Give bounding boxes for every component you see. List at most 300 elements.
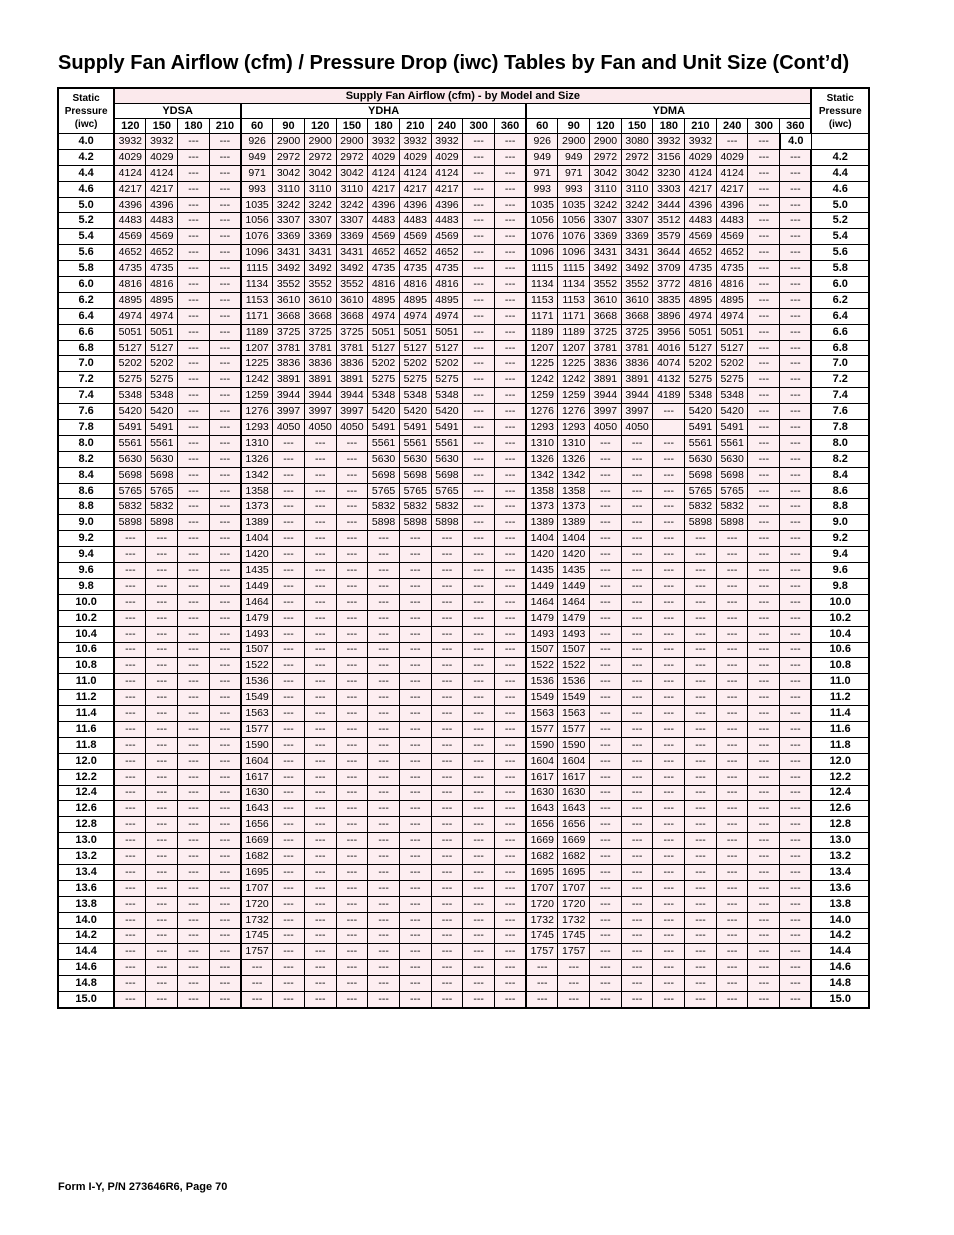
airflow-cell: --- bbox=[178, 292, 210, 308]
airflow-cell: --- bbox=[336, 864, 368, 880]
airflow-cell: 3579 bbox=[653, 229, 685, 245]
airflow-cell: --- bbox=[463, 372, 495, 388]
airflow-cell: 1153 bbox=[526, 292, 558, 308]
airflow-cell: 5698 bbox=[399, 467, 431, 483]
airflow-cell: --- bbox=[336, 801, 368, 817]
airflow-cell: --- bbox=[685, 833, 717, 849]
airflow-cell: 3772 bbox=[653, 277, 685, 293]
airflow-cell: --- bbox=[621, 531, 653, 547]
airflow-cell: 5420 bbox=[146, 404, 178, 420]
airflow-cell: --- bbox=[621, 658, 653, 674]
airflow-cell: --- bbox=[685, 976, 717, 992]
airflow-cell: --- bbox=[368, 817, 400, 833]
airflow-cell: 4124 bbox=[716, 165, 748, 181]
airflow-cell: 3307 bbox=[336, 213, 368, 229]
airflow-cell: 1276 bbox=[558, 404, 590, 420]
airflow-cell: --- bbox=[209, 706, 241, 722]
airflow-cell bbox=[653, 420, 685, 436]
airflow-cell: --- bbox=[368, 880, 400, 896]
airflow-cell: --- bbox=[209, 356, 241, 372]
airflow-cell: 1096 bbox=[558, 245, 590, 261]
airflow-cell: --- bbox=[780, 213, 812, 229]
airflow-cell: --- bbox=[463, 706, 495, 722]
airflow-cell: --- bbox=[780, 308, 812, 324]
airflow-cell: 1293 bbox=[526, 420, 558, 436]
airflow-cell: 1493 bbox=[241, 626, 273, 642]
airflow-cell: --- bbox=[685, 721, 717, 737]
airflow-cell: --- bbox=[273, 992, 305, 1008]
airflow-cell: --- bbox=[716, 578, 748, 594]
pressure-cell: 9.2 bbox=[58, 531, 114, 547]
airflow-cell: --- bbox=[780, 181, 812, 197]
airflow-cell: --- bbox=[178, 356, 210, 372]
size-header-ydsa-150: 150 bbox=[146, 119, 178, 134]
airflow-cell: 5561 bbox=[399, 435, 431, 451]
pressure-cell: 13.8 bbox=[58, 896, 114, 912]
airflow-cell: --- bbox=[146, 785, 178, 801]
table-row bbox=[58, 578, 869, 594]
airflow-cell: --- bbox=[685, 992, 717, 1008]
airflow-cell: 3242 bbox=[621, 197, 653, 213]
airflow-cell: --- bbox=[780, 531, 812, 547]
table-row bbox=[58, 880, 869, 896]
airflow-cell: --- bbox=[780, 864, 812, 880]
airflow-cell: 3944 bbox=[336, 388, 368, 404]
airflow-cell: --- bbox=[273, 578, 305, 594]
pressure-cell: 5.0 bbox=[58, 197, 114, 213]
airflow-cell: 4396 bbox=[716, 197, 748, 213]
airflow-cell: --- bbox=[178, 944, 210, 960]
airflow-cell: --- bbox=[368, 849, 400, 865]
pressure-cell: 4.0 bbox=[780, 134, 812, 150]
airflow-cell: 1134 bbox=[526, 277, 558, 293]
airflow-cell: --- bbox=[685, 547, 717, 563]
airflow-cell: --- bbox=[114, 864, 146, 880]
airflow-cell: 971 bbox=[558, 165, 590, 181]
airflow-cell: --- bbox=[463, 658, 495, 674]
pressure-cell: 11.0 bbox=[58, 674, 114, 690]
airflow-cell: 1389 bbox=[241, 515, 273, 531]
airflow-cell: 993 bbox=[558, 181, 590, 197]
airflow-cell: --- bbox=[399, 737, 431, 753]
airflow-cell: 5491 bbox=[716, 420, 748, 436]
airflow-cell: --- bbox=[590, 706, 622, 722]
airflow-cell: --- bbox=[653, 404, 685, 420]
airflow-cell: --- bbox=[114, 658, 146, 674]
airflow-cell: --- bbox=[368, 706, 400, 722]
airflow-cell: 1326 bbox=[526, 451, 558, 467]
airflow-cell: --- bbox=[590, 674, 622, 690]
airflow-cell: --- bbox=[399, 578, 431, 594]
airflow-cell: --- bbox=[780, 324, 812, 340]
airflow-cell: --- bbox=[653, 499, 685, 515]
airflow-cell: 1342 bbox=[558, 467, 590, 483]
size-header-ydma-210: 210 bbox=[685, 119, 717, 134]
airflow-cell: --- bbox=[716, 531, 748, 547]
airflow-cell: --- bbox=[780, 515, 812, 531]
pressure-cell: 10.8 bbox=[58, 658, 114, 674]
airflow-cell: --- bbox=[716, 658, 748, 674]
airflow-cell: --- bbox=[558, 992, 590, 1008]
airflow-cell: --- bbox=[146, 769, 178, 785]
airflow-cell: --- bbox=[494, 277, 526, 293]
airflow-cell: 3431 bbox=[590, 245, 622, 261]
airflow-cell: 4816 bbox=[716, 277, 748, 293]
airflow-cell: --- bbox=[494, 134, 526, 150]
airflow-cell: --- bbox=[146, 912, 178, 928]
airflow-cell: 1732 bbox=[526, 912, 558, 928]
pressure-cell: 6.8 bbox=[58, 340, 114, 356]
airflow-cell: --- bbox=[748, 642, 780, 658]
pressure-cell: 11.6 bbox=[58, 721, 114, 737]
airflow-cell: 4974 bbox=[146, 308, 178, 324]
table-row bbox=[58, 817, 869, 833]
airflow-cell: 5051 bbox=[146, 324, 178, 340]
airflow-cell: --- bbox=[304, 864, 336, 880]
airflow-cell: --- bbox=[431, 976, 463, 992]
airflow-cell: 1171 bbox=[526, 308, 558, 324]
airflow-cell: 3369 bbox=[304, 229, 336, 245]
airflow-cell: --- bbox=[273, 785, 305, 801]
size-header-ydsa-210: 210 bbox=[209, 119, 241, 134]
airflow-cell: 4895 bbox=[685, 292, 717, 308]
airflow-cell: 3896 bbox=[653, 308, 685, 324]
airflow-cell: 4735 bbox=[716, 261, 748, 277]
airflow-cell: --- bbox=[748, 817, 780, 833]
airflow-cell: 4124 bbox=[146, 165, 178, 181]
airflow-cell: --- bbox=[336, 753, 368, 769]
airflow-cell: --- bbox=[494, 181, 526, 197]
airflow-cell: --- bbox=[685, 690, 717, 706]
airflow-cell: 4016 bbox=[653, 340, 685, 356]
airflow-cell: --- bbox=[368, 531, 400, 547]
airflow-table bbox=[57, 87, 870, 1009]
airflow-cell: --- bbox=[114, 674, 146, 690]
airflow-cell: 1259 bbox=[241, 388, 273, 404]
airflow-cell: 1732 bbox=[241, 912, 273, 928]
airflow-cell: --- bbox=[431, 960, 463, 976]
airflow-cell: --- bbox=[178, 499, 210, 515]
airflow-cell: --- bbox=[780, 372, 812, 388]
table-row bbox=[58, 324, 869, 340]
airflow-cell: 1342 bbox=[526, 467, 558, 483]
airflow-cell: --- bbox=[494, 197, 526, 213]
airflow-cell: --- bbox=[178, 404, 210, 420]
airflow-cell: --- bbox=[685, 849, 717, 865]
table-row bbox=[58, 928, 869, 944]
airflow-cell: --- bbox=[494, 372, 526, 388]
pressure-cell: 4.2 bbox=[811, 149, 869, 165]
airflow-cell: --- bbox=[336, 563, 368, 579]
airflow-cell: --- bbox=[716, 563, 748, 579]
airflow-cell: 1604 bbox=[526, 753, 558, 769]
airflow-cell: --- bbox=[431, 753, 463, 769]
airflow-cell: --- bbox=[780, 245, 812, 261]
airflow-cell: 1242 bbox=[526, 372, 558, 388]
pressure-cell: 14.4 bbox=[58, 944, 114, 960]
airflow-cell: --- bbox=[685, 960, 717, 976]
airflow-cell: --- bbox=[209, 229, 241, 245]
airflow-cell: --- bbox=[399, 976, 431, 992]
airflow-cell: --- bbox=[178, 483, 210, 499]
airflow-cell: 1707 bbox=[526, 880, 558, 896]
airflow-cell: --- bbox=[209, 690, 241, 706]
airflow-cell: --- bbox=[463, 690, 495, 706]
airflow-cell: --- bbox=[146, 880, 178, 896]
pressure-cell: 6.4 bbox=[811, 308, 869, 324]
airflow-cell: --- bbox=[178, 340, 210, 356]
airflow-cell: --- bbox=[146, 547, 178, 563]
pressure-cell: 12.8 bbox=[811, 817, 869, 833]
airflow-cell: --- bbox=[431, 896, 463, 912]
airflow-cell: --- bbox=[368, 992, 400, 1008]
airflow-cell: --- bbox=[716, 880, 748, 896]
airflow-cell: --- bbox=[304, 451, 336, 467]
airflow-cell: 4483 bbox=[114, 213, 146, 229]
airflow-cell: --- bbox=[494, 992, 526, 1008]
table-row bbox=[58, 785, 869, 801]
pressure-cell: 9.8 bbox=[811, 578, 869, 594]
airflow-cell: 3431 bbox=[273, 245, 305, 261]
airflow-cell: --- bbox=[494, 356, 526, 372]
airflow-cell: 3431 bbox=[336, 245, 368, 261]
airflow-cell: --- bbox=[463, 165, 495, 181]
airflow-cell: --- bbox=[304, 976, 336, 992]
airflow-cell: 4569 bbox=[368, 229, 400, 245]
airflow-cell: 1757 bbox=[526, 944, 558, 960]
airflow-cell: 4483 bbox=[368, 213, 400, 229]
airflow-cell: --- bbox=[399, 626, 431, 642]
airflow-cell: 4132 bbox=[653, 372, 685, 388]
airflow-cell: 1225 bbox=[241, 356, 273, 372]
pressure-cell: 4.0 bbox=[58, 134, 114, 150]
airflow-cell: --- bbox=[780, 753, 812, 769]
airflow-cell: --- bbox=[780, 340, 812, 356]
airflow-cell: --- bbox=[178, 706, 210, 722]
airflow-cell: --- bbox=[590, 435, 622, 451]
airflow-cell: --- bbox=[780, 880, 812, 896]
airflow-cell: 5202 bbox=[146, 356, 178, 372]
airflow-cell: --- bbox=[780, 801, 812, 817]
airflow-cell: --- bbox=[178, 261, 210, 277]
size-header-ydma-150: 150 bbox=[621, 119, 653, 134]
table-row bbox=[58, 833, 869, 849]
airflow-cell: 1420 bbox=[558, 547, 590, 563]
airflow-cell: 3836 bbox=[273, 356, 305, 372]
airflow-cell: 5420 bbox=[716, 404, 748, 420]
airflow-cell: --- bbox=[716, 960, 748, 976]
airflow-cell: --- bbox=[336, 849, 368, 865]
airflow-cell: --- bbox=[114, 547, 146, 563]
airflow-cell: 4217 bbox=[368, 181, 400, 197]
airflow-cell: --- bbox=[178, 737, 210, 753]
airflow-cell: --- bbox=[336, 992, 368, 1008]
airflow-cell: --- bbox=[304, 690, 336, 706]
airflow-cell: --- bbox=[178, 165, 210, 181]
airflow-cell: --- bbox=[304, 674, 336, 690]
airflow-cell: 4569 bbox=[399, 229, 431, 245]
size-header-ydha-210: 210 bbox=[399, 119, 431, 134]
airflow-cell: --- bbox=[114, 706, 146, 722]
airflow-cell: 5832 bbox=[716, 499, 748, 515]
airflow-cell: 4816 bbox=[399, 277, 431, 293]
airflow-cell: 3781 bbox=[273, 340, 305, 356]
pressure-cell: 10.8 bbox=[811, 658, 869, 674]
airflow-cell: --- bbox=[273, 912, 305, 928]
airflow-cell: --- bbox=[653, 880, 685, 896]
airflow-cell: 4483 bbox=[716, 213, 748, 229]
airflow-cell: --- bbox=[114, 992, 146, 1008]
pressure-cell: 12.6 bbox=[811, 801, 869, 817]
airflow-cell: --- bbox=[399, 674, 431, 690]
airflow-cell: --- bbox=[463, 197, 495, 213]
airflow-cell: 3781 bbox=[304, 340, 336, 356]
airflow-cell: --- bbox=[368, 769, 400, 785]
airflow-cell: 3552 bbox=[304, 277, 336, 293]
airflow-cell: --- bbox=[716, 769, 748, 785]
airflow-cell: --- bbox=[431, 769, 463, 785]
airflow-cell: 3512 bbox=[653, 213, 685, 229]
pressure-cell: 11.2 bbox=[811, 690, 869, 706]
airflow-cell: 1522 bbox=[558, 658, 590, 674]
airflow-cell: --- bbox=[209, 308, 241, 324]
airflow-cell: 5630 bbox=[146, 451, 178, 467]
airflow-cell: 1549 bbox=[241, 690, 273, 706]
airflow-cell: --- bbox=[368, 785, 400, 801]
airflow-cell: 3610 bbox=[590, 292, 622, 308]
pressure-cell: 11.8 bbox=[811, 737, 869, 753]
airflow-cell: --- bbox=[494, 261, 526, 277]
airflow-cell: 1242 bbox=[558, 372, 590, 388]
airflow-cell: --- bbox=[780, 451, 812, 467]
airflow-cell: --- bbox=[114, 626, 146, 642]
airflow-cell: 5348 bbox=[685, 388, 717, 404]
airflow-cell: --- bbox=[336, 944, 368, 960]
airflow-cell: 1695 bbox=[558, 864, 590, 880]
airflow-cell: 5898 bbox=[716, 515, 748, 531]
airflow-cell: --- bbox=[178, 976, 210, 992]
airflow-cell: 1435 bbox=[558, 563, 590, 579]
airflow-cell: --- bbox=[780, 976, 812, 992]
airflow-cell: --- bbox=[431, 785, 463, 801]
airflow-cell: --- bbox=[304, 578, 336, 594]
pressure-cell: 13.6 bbox=[58, 880, 114, 896]
airflow-cell: 1115 bbox=[241, 261, 273, 277]
airflow-cell: 1326 bbox=[241, 451, 273, 467]
airflow-cell: --- bbox=[463, 880, 495, 896]
airflow-cell: 3431 bbox=[304, 245, 336, 261]
airflow-cell: 1435 bbox=[241, 563, 273, 579]
airflow-cell: 5630 bbox=[685, 451, 717, 467]
airflow-cell: 1153 bbox=[241, 292, 273, 308]
airflow-cell: 1577 bbox=[558, 721, 590, 737]
airflow-cell: 3307 bbox=[590, 213, 622, 229]
airflow-cell: 1358 bbox=[526, 483, 558, 499]
airflow-cell: --- bbox=[621, 976, 653, 992]
airflow-cell: --- bbox=[209, 467, 241, 483]
airflow-cell: --- bbox=[304, 706, 336, 722]
pressure-cell: 6.6 bbox=[58, 324, 114, 340]
airflow-cell: --- bbox=[653, 721, 685, 737]
pressure-cell: 11.8 bbox=[58, 737, 114, 753]
airflow-cell: --- bbox=[431, 610, 463, 626]
pressure-cell: 9.4 bbox=[58, 547, 114, 563]
airflow-cell: --- bbox=[748, 610, 780, 626]
airflow-cell: 1207 bbox=[241, 340, 273, 356]
airflow-cell: --- bbox=[463, 753, 495, 769]
airflow-cell: --- bbox=[114, 912, 146, 928]
airflow-cell: 1604 bbox=[241, 753, 273, 769]
airflow-cell: --- bbox=[146, 706, 178, 722]
pressure-cell: 13.8 bbox=[811, 896, 869, 912]
airflow-cell: --- bbox=[716, 944, 748, 960]
airflow-cell: --- bbox=[780, 420, 812, 436]
pressure-cell: 11.4 bbox=[58, 706, 114, 722]
airflow-cell: --- bbox=[621, 833, 653, 849]
pressure-cell: 7.2 bbox=[58, 372, 114, 388]
airflow-cell: --- bbox=[368, 658, 400, 674]
airflow-cell: --- bbox=[463, 785, 495, 801]
airflow-cell: --- bbox=[463, 769, 495, 785]
airflow-cell: --- bbox=[653, 435, 685, 451]
airflow-cell: --- bbox=[209, 801, 241, 817]
airflow-cell: 2972 bbox=[273, 149, 305, 165]
pressure-cell: 12.4 bbox=[811, 785, 869, 801]
airflow-cell: --- bbox=[653, 912, 685, 928]
airflow-cell: --- bbox=[621, 594, 653, 610]
airflow-cell: --- bbox=[780, 499, 812, 515]
airflow-cell: 3156 bbox=[653, 149, 685, 165]
airflow-cell: 4816 bbox=[685, 277, 717, 293]
airflow-cell: 3932 bbox=[146, 134, 178, 150]
airflow-cell: 1373 bbox=[241, 499, 273, 515]
pressure-cell: 13.2 bbox=[811, 849, 869, 865]
airflow-cell: --- bbox=[304, 944, 336, 960]
airflow-cell: --- bbox=[178, 531, 210, 547]
airflow-cell: --- bbox=[273, 690, 305, 706]
airflow-cell: --- bbox=[209, 769, 241, 785]
airflow-cell: --- bbox=[716, 706, 748, 722]
airflow-cell: --- bbox=[494, 690, 526, 706]
airflow-cell: --- bbox=[685, 531, 717, 547]
airflow-cell: --- bbox=[748, 833, 780, 849]
airflow-cell: 1617 bbox=[241, 769, 273, 785]
airflow-cell: 5898 bbox=[431, 515, 463, 531]
airflow-cell: --- bbox=[748, 292, 780, 308]
airflow-cell: 4816 bbox=[431, 277, 463, 293]
airflow-cell: --- bbox=[463, 817, 495, 833]
airflow-cell: --- bbox=[273, 817, 305, 833]
airflow-cell: --- bbox=[178, 435, 210, 451]
airflow-cell: --- bbox=[463, 435, 495, 451]
airflow-cell: 3891 bbox=[273, 372, 305, 388]
airflow-cell: --- bbox=[178, 864, 210, 880]
airflow-cell: --- bbox=[685, 864, 717, 880]
airflow-cell: 2972 bbox=[590, 149, 622, 165]
header-line: Static bbox=[826, 92, 854, 104]
airflow-cell: --- bbox=[146, 928, 178, 944]
airflow-cell: 3303 bbox=[653, 181, 685, 197]
airflow-cell: --- bbox=[653, 928, 685, 944]
airflow-cell: --- bbox=[431, 833, 463, 849]
airflow-cell: 3932 bbox=[399, 134, 431, 150]
airflow-cell: --- bbox=[590, 817, 622, 833]
pressure-cell: 10.0 bbox=[58, 594, 114, 610]
airflow-cell: --- bbox=[780, 610, 812, 626]
airflow-cell: --- bbox=[178, 674, 210, 690]
airflow-cell: 5561 bbox=[146, 435, 178, 451]
pressure-cell: 12.0 bbox=[811, 753, 869, 769]
